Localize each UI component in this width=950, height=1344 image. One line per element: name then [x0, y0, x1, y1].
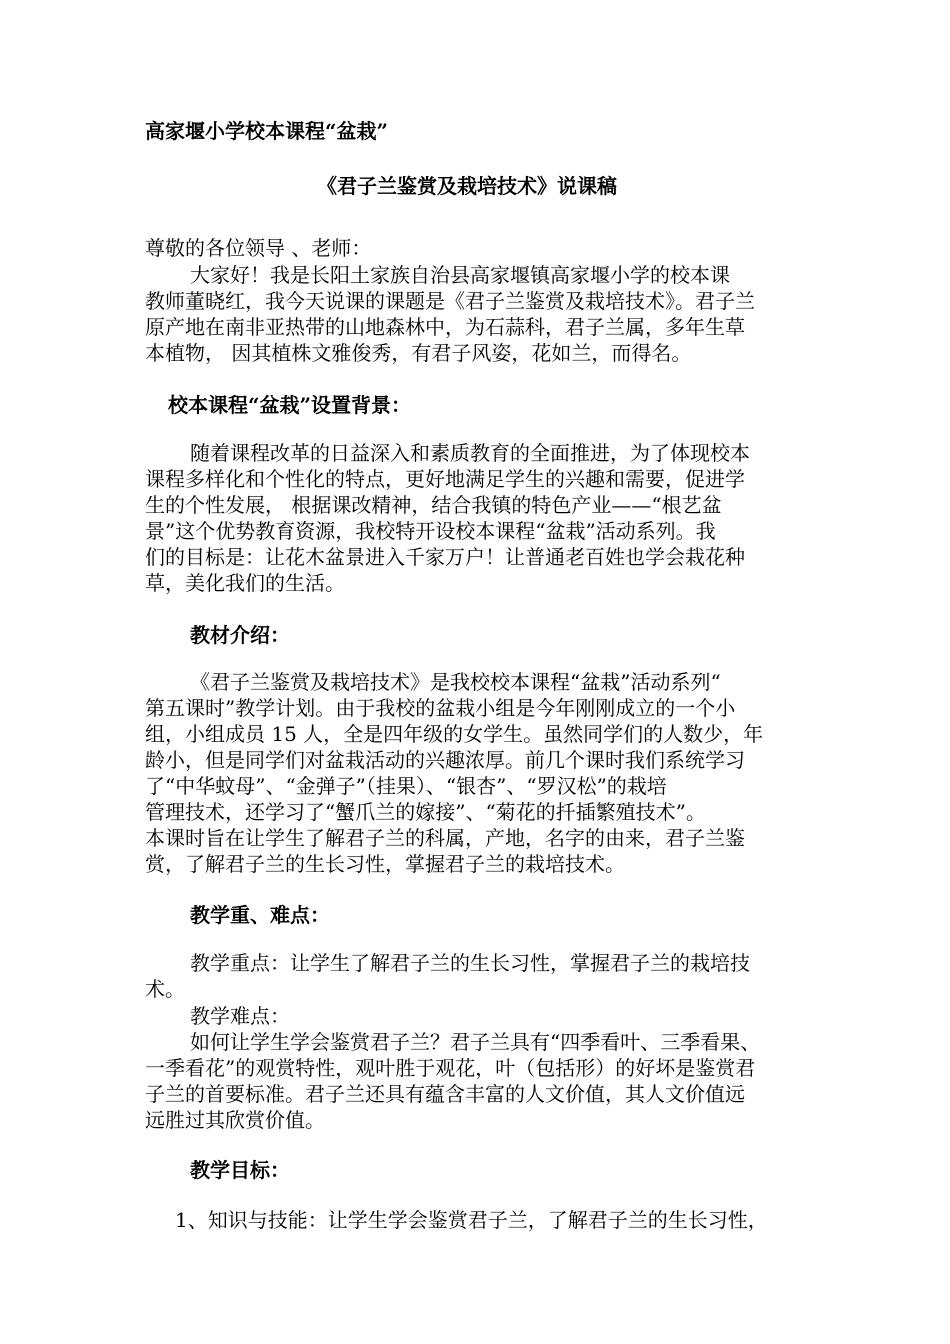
paragraph-line: 们的目标是：让花木盆景进入千家万户！让普通老百姓也学会栽花种: [145, 545, 745, 569]
section-heading: 教学目标：: [190, 1158, 290, 1182]
paragraph-line: 一季看花”的观赏特性，观叶胜于观花，叶（包括形）的好坏是鉴赏君: [145, 1056, 756, 1080]
paragraph-line: 随着课程改革的日益深入和素质教育的全面推进，为了体现校本: [190, 441, 750, 465]
paragraph-line: 龄小，但是同学们对盆栽活动的兴趣浓厚。前几个课时我们系统学习: [145, 748, 745, 772]
difficulty-label: 教学难点：: [190, 1004, 290, 1028]
paragraph-line: 组，小组成员 15 人，全是四年级的女学生。虽然同学们的人数少，年: [145, 722, 764, 746]
paragraph-line: 大家好！我是长阳土家族自治县高家堰镇高家堰小学的校本课: [190, 263, 730, 287]
paragraph-line: 赏，了解君子兰的生长习性，掌握君子兰的栽培技术。: [145, 852, 625, 876]
document-title: 《君子兰鉴赏及栽培技术》说课稿: [317, 174, 617, 198]
paragraph-line: 教师董晓红，我今天说课的课题是《君子兰鉴赏及栽培技术》。君子兰: [145, 289, 755, 313]
paragraph-line: 1、知识与技能：让学生学会鉴赏君子兰，了解君子兰的生长习性，: [175, 1208, 768, 1232]
paragraph-line: 如何让学生学会鉴赏君子兰？君子兰具有“四季看叶、三季看果、: [190, 1030, 761, 1054]
section-heading: 教学重、难点：: [190, 903, 330, 927]
paragraph-line: 了“中华蚊母”、“金弹子”（挂果）、“银杏”、“罗汉松”的栽培: [145, 774, 667, 798]
paragraph-line: 生的个性发展， 根据课改精神，结合我镇的特色产业——“根艺盆: [145, 493, 722, 517]
paragraph-line: 教学重点：让学生了解君子兰的生长习性，掌握君子兰的栽培技: [190, 951, 750, 975]
paragraph-line: 课程多样化和个性化的特点，更好地满足学生的兴趣和需要，促进学: [145, 467, 745, 491]
section-heading: 校本课程“盆栽”设置背景：: [168, 393, 412, 417]
paragraph-line: 远胜过其欣赏价值。: [145, 1108, 325, 1132]
paragraph-line: 第五课时”教学计划。由于我校的盆栽小组是今年刚刚成立的一个小: [145, 696, 736, 720]
document-header: 高家堰小学校本课程“盆栽”: [145, 119, 389, 143]
paragraph-line: 子兰的首要标准。君子兰还具有蕴含丰富的人文价值，其人文价值远: [145, 1082, 745, 1106]
paragraph-line: 管理技术，还学习了“蟹爪兰的嫁接”、“菊花的扦插繁殖技术”。: [145, 800, 706, 824]
paragraph-line: 原产地在南非亚热带的山地森林中，为石蒜科，君子兰属，多年生草: [145, 315, 745, 339]
paragraph-line: 《君子兰鉴赏及栽培技术》是我校校本课程“盆栽”活动系列“: [190, 670, 721, 694]
section-heading: 教材介绍：: [190, 623, 290, 647]
paragraph-line: 本植物， 因其植株文雅俊秀，有君子风姿，花如兰，而得名。: [145, 341, 692, 365]
paragraph-line: 景”这个优势教育资源，我校特开设校本课程“盆栽”活动系列。我: [145, 519, 716, 543]
paragraph-line: 术。: [145, 977, 185, 1001]
paragraph-line: 本课时旨在让学生了解君子兰的科属，产地，名字的由来，君子兰鉴: [145, 826, 745, 850]
paragraph-line: 草，美化我们的生活。: [145, 571, 345, 595]
greeting: 尊敬的各位领导 、老师：: [145, 236, 372, 260]
